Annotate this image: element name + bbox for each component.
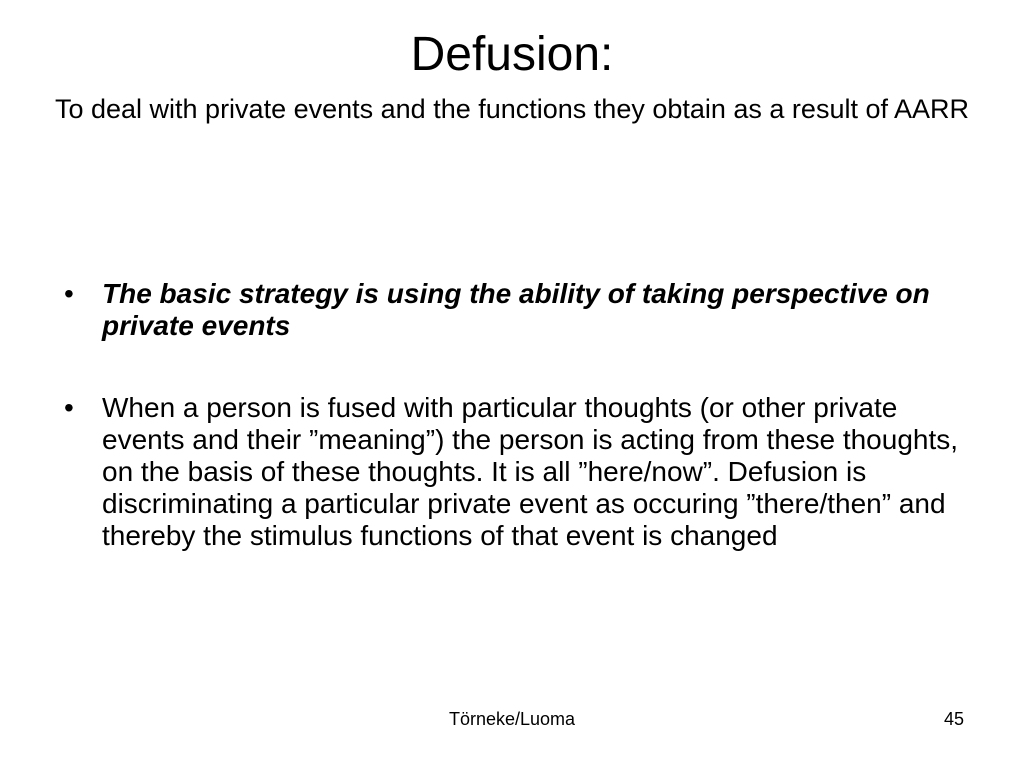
slide-title: Defusion:	[410, 28, 614, 81]
bullet-marker: •	[64, 278, 74, 309]
bullet-marker: •	[64, 392, 74, 423]
page-number: 45	[943, 709, 964, 729]
bullet-list	[64, 278, 974, 552]
bullet-item	[64, 278, 974, 342]
bullet-item	[64, 392, 974, 552]
title-block	[50, 26, 974, 126]
slide-subtitle: To deal with private events and the functions they obtain as a result of AARR	[54, 94, 970, 124]
footer-author: Törneke/Luoma	[448, 709, 576, 729]
bullet-text: The basic strategy is using the ability of taking perspective on private events	[102, 278, 930, 341]
bullet-text: When a person is fused with particular thoughts (or other private events and their ”meaning”) the person is acting from these thoughts, on the basis of these thoughts. It is all ”here/now”. Defusion is discriminating a particular private event as occuring ”there/then” and thereby the stimulus functions of that event is changed	[102, 392, 959, 551]
